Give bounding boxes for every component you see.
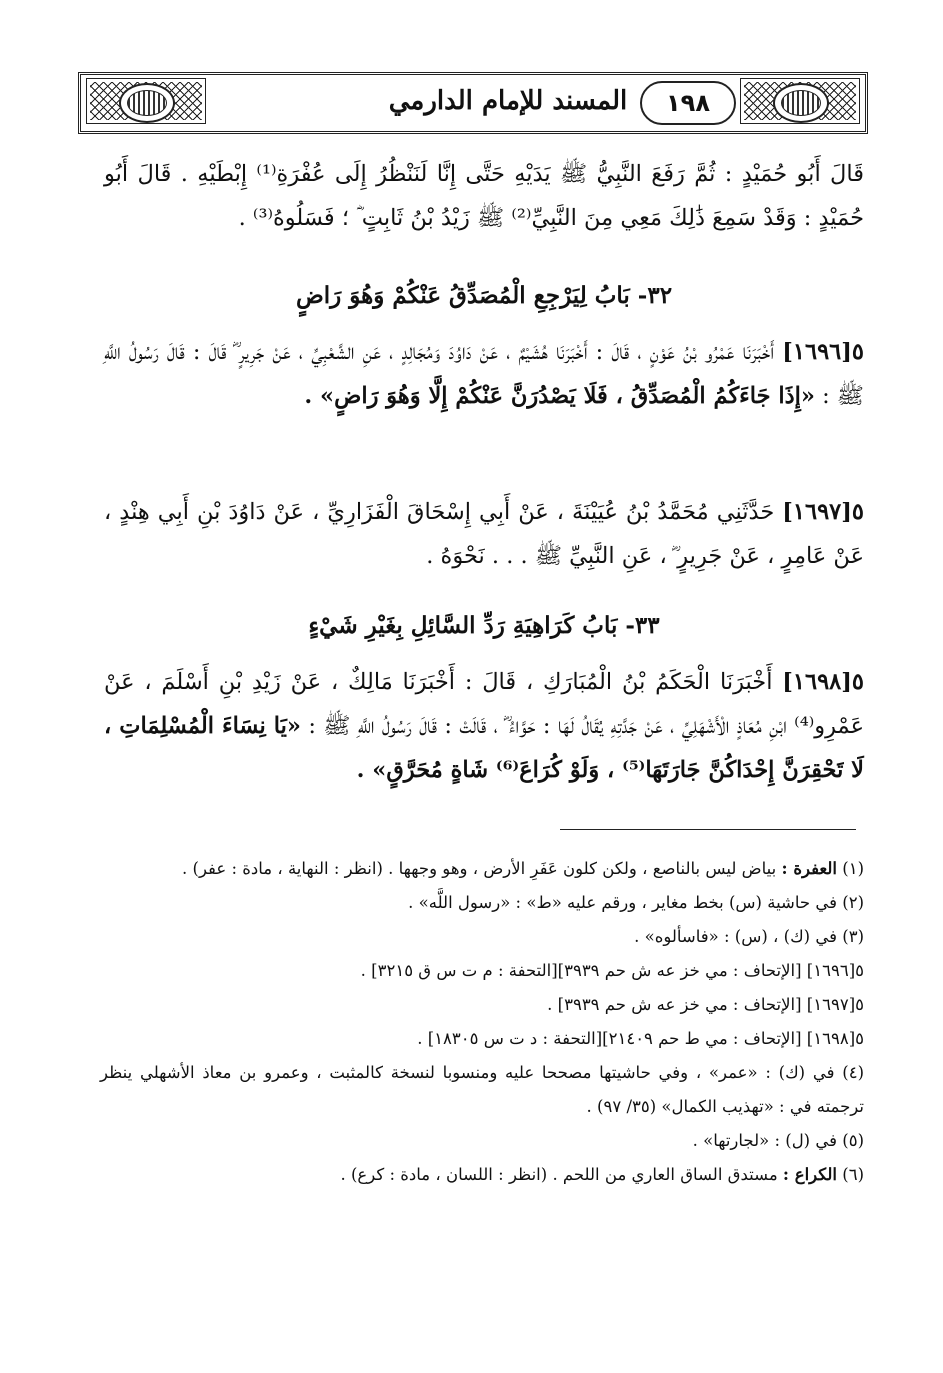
footnotes	[100, 852, 864, 1192]
footnote-text: [الإتحاف : مي ط حم ٢١٤٠٩][التحفة : د ت س ١٨٣٠٥] .	[417, 1029, 802, 1048]
ornament-right	[740, 78, 860, 124]
footnote-term: العفرة :	[781, 859, 837, 878]
footnote-text: [الإتحاف : مي خز عه ش حم ٣٩٣٩] .	[547, 995, 802, 1014]
running-title: المسند للإمام الدارمي	[388, 86, 628, 116]
footnote-text: مستدق الساق العاري من اللحم . (انظر : اللسان ، مادة : كرع) .	[340, 1165, 778, 1184]
hadith-1697	[104, 490, 864, 586]
footnote-marker: ٥[١٦٩٦]	[806, 961, 864, 980]
footnote	[100, 1158, 864, 1192]
footnote	[100, 852, 864, 886]
footnote	[100, 886, 864, 920]
footnote-separator	[560, 829, 856, 830]
hadith-number: ٥[١٦٩٨]	[782, 669, 864, 695]
hadith-chain: أَخْبَرَنَا عَمْرُو بْنُ عَوْنٍ ، قَالَ : أَخْبَرَنَا هُشَيْمٌ ، عَنْ دَاوُدَ وَمُجَالِدٍ ، عَنِ الشَّعْبِيِّ ، عَنْ جَرِيرٍ ؓ قَالَ : قَالَ رَسُولُ اللَّهِ ﷺ :	[104, 339, 864, 409]
footnote-text: في (ل) : «لجارتها» .	[692, 1131, 837, 1150]
footnote-marker: (٥)	[842, 1131, 864, 1150]
footnote-text: في (ك) : «عمر» ، وفي حاشيتها مصححا عليه ومنسوبا لنسخة كالمثبت ، وعمرو بن معاذ الأشهلي ينظر ترجمته في : «تهذيب الكمال» (٣٥/ ٩٧) .	[100, 1063, 864, 1116]
hadith-1698	[104, 660, 864, 800]
seal-right-icon	[773, 83, 829, 123]
page-header	[78, 72, 868, 134]
paragraph-1: قَالَ أَبُو حُمَيْدٍ : ثُمَّ رَفَعَ النَّبِيُّ ﷺ يَدَيْهِ حَتَّى إِنَّا لَنَنْظُرُ إِلَى عُفْرَةِ⁽¹⁾ إِبْطَيْهِ . قَالَ أَبُو حُمَيْدٍ : وَقَدْ سَمِعَ ذَٰلِكَ مَعِي مِنَ النَّبِيِّ⁽²⁾ ﷺ زَيْدُ بْنُ ثَابِتٍ ؓ ؛ فَسَلُوهُ⁽³⁾ .	[104, 161, 864, 231]
footnote	[100, 1056, 864, 1124]
footnote-text: [الإتحاف : مي خز عه ش حم ٣٩٣٩][التحفة : م ت س ق ٣٢١٥] .	[360, 961, 802, 980]
hadith-number: ٥[١٦٩٦]	[782, 339, 864, 365]
page-number: ١٩٨	[666, 89, 710, 117]
chapter-title-33: ٣٣- بَابُ كَرَاهِيَةِ رَدِّ السَّائِلِ بِغَيْرِ شَيْءٍ	[308, 612, 660, 639]
hadith-number: ٥[١٦٩٧]	[782, 499, 864, 525]
hadith-text: «يَا نِسَاءَ الْمُسْلِمَاتِ ، لَا تَحْقِرَنَّ إِحْدَاكُنَّ جَارَتَهَا⁽⁵⁾ ، وَلَوْ كُرَاعَ⁽⁶⁾ شَاةٍ مُحَرَّقٍ» .	[104, 713, 864, 783]
footnote-text: بياض ليس بالناصع ، ولكن كلون عَفَرِ الأرض ، وهو وجهها . (انظر : النهاية ، مادة : عفر) .	[182, 859, 777, 878]
footnote-marker: (١)	[842, 859, 864, 878]
footnote	[100, 920, 864, 954]
seal-left-icon	[119, 83, 175, 123]
ornament-left	[86, 78, 206, 124]
hadith-chain: حَدَّثَنِي مُحَمَّدُ بْنُ عُيَيْنَةَ ، عَنْ أَبِي إِسْحَاقَ الْفَزَارِيِّ ، عَنْ دَاوُدَ بْنِ أَبِي هِنْدٍ ، عَنْ عَامِرٍ ، عَنْ جَرِيرٍ ؓ ، عَنِ النَّبِيِّ ﷺ . . . نَحْوَهُ .	[104, 499, 864, 569]
hadith-chain: أَخْبَرَنَا الْحَكَمُ بْنُ الْمُبَارَكِ ، قَالَ : أَخْبَرَنَا مَالِكٌ ، عَنْ زَيْدِ بْنِ أَسْلَمَ ، عَنْ عَمْرِو⁽⁴⁾ ابْنِ مُعَاذٍ الْأَشْهَلِيِّ ، عَنْ جَدَّتِهِ يُقَالُ لَهَا : حَوَّاءُ ؓ ، قَالَتْ : قَالَ رَسُولُ اللَّهِ ﷺ :	[104, 669, 864, 739]
footnote	[100, 954, 864, 988]
footnote-marker: (٢)	[842, 893, 864, 912]
footnote-term: الكراع :	[782, 1165, 837, 1184]
hadith-text: «إِذَا جَاءَكُمُ الْمُصَدِّقُ ، فَلَا يَصْدُرَنَّ عَنْكُمْ إِلَّا وَهُوَ رَاضٍ» .	[304, 383, 815, 409]
chapter-title-32: ٣٢- بَابُ لِيَرْجِعِ الْمُصَدِّقُ عَنْكُمْ وَهُوَ رَاضٍ	[295, 282, 673, 309]
footnote-marker: (٤)	[842, 1063, 865, 1082]
footnote-marker: (٣)	[842, 927, 864, 946]
footnote-text: في (ك) ، (س) : «فاسألوه» .	[634, 927, 837, 946]
footnote-marker: ٥[١٦٩٧]	[806, 995, 864, 1014]
footnote-marker: (٦)	[842, 1165, 864, 1184]
footnote-text: في حاشية (س) بخط مغاير ، ورقم عليه «ط» : «رسول اللَّه» .	[408, 893, 837, 912]
footnote	[100, 1124, 864, 1158]
page-number-badge	[640, 81, 736, 125]
footnote	[100, 1022, 864, 1056]
footnote	[100, 988, 864, 1022]
footnote-marker: ٥[١٦٩٨]	[806, 1029, 864, 1048]
hadith-1696	[104, 330, 864, 470]
